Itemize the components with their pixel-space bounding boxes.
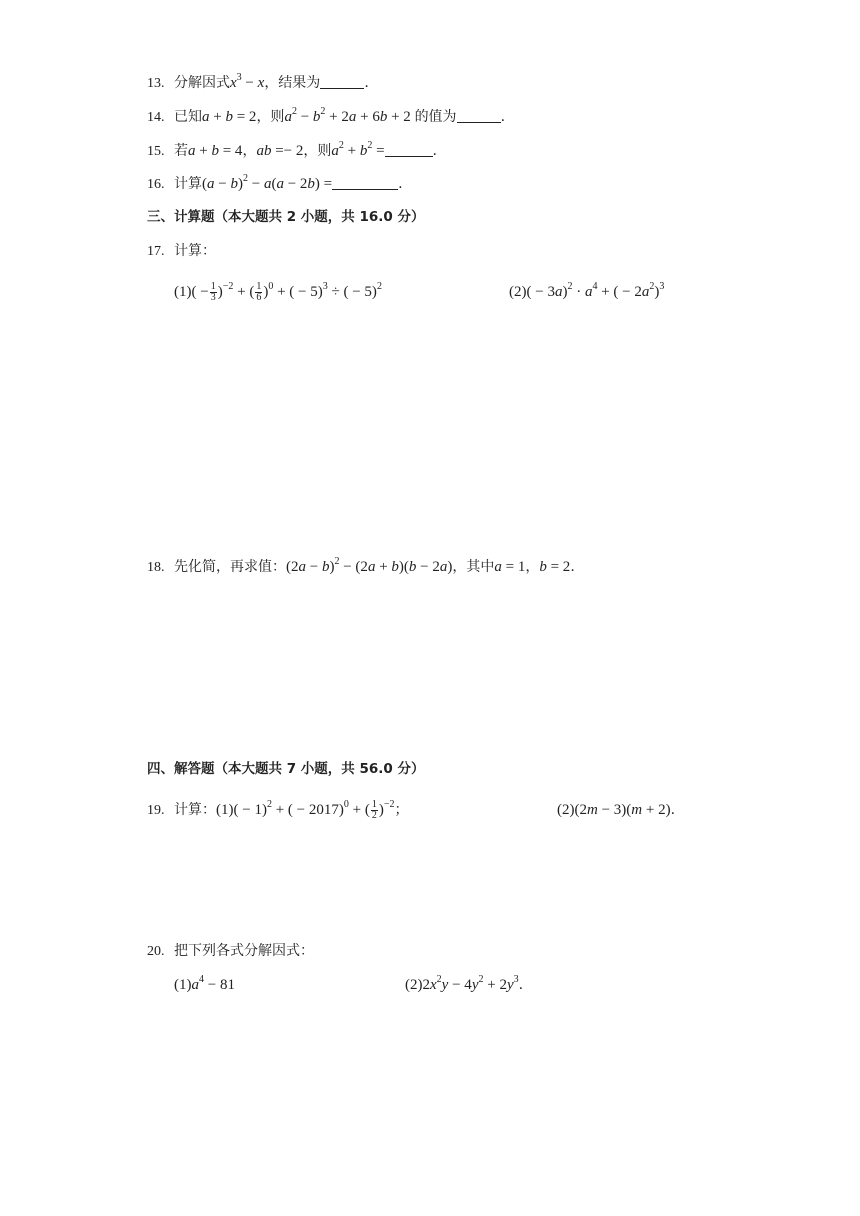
math-expression: a = 1 — [494, 559, 526, 575]
math-expression: $a^4 - 81$ — [191, 974, 235, 993]
question-number: 17. — [147, 244, 165, 259]
period: . — [500, 109, 506, 125]
question-text: 若 — [174, 143, 188, 159]
question-number: 18. — [147, 560, 165, 575]
question-number: 15. — [147, 144, 165, 159]
math-expression: b = 2 — [539, 559, 571, 575]
math-expression: a + b = 2 — [202, 109, 257, 125]
question-17 — [147, 241, 216, 262]
answer-blank[interactable] — [457, 108, 501, 123]
question-text: ，其中 — [452, 559, 495, 575]
question-text: 已知 — [174, 109, 202, 125]
answer-blank[interactable] — [385, 142, 433, 157]
math-expression: $a^2 - b^2 + 2a + 6b + 2$ — [284, 106, 415, 125]
question-text: 计算： — [174, 243, 216, 259]
period: . — [570, 559, 575, 575]
question-20-part-1: $(1)a^4 - 81$ — [174, 974, 235, 993]
math-expression: $2x^2y - 4y^2 + 2y^3$ — [422, 974, 519, 993]
question-number: 14. — [147, 110, 165, 125]
question-20-part-2: $(2)2x^2y - 4y^2 + 2y^3$. — [405, 974, 524, 993]
question-19-part-2: (2)(2m − 3)(m + 2). — [557, 802, 676, 818]
question-number: 16. — [147, 177, 165, 192]
period: . — [432, 143, 437, 159]
period: . — [398, 176, 403, 192]
section-4-heading: 四、解答题（本大题共 7 小题，共 56.0 分） — [147, 761, 425, 777]
math-expression: $(a - b)^2 - a(a - 2b)$ = — [202, 173, 333, 192]
question-text: ，则 — [256, 109, 285, 125]
question-17-part-2: $(2)( - 3a)^2 \cdot a^4$ + ( − $2a^2)^3$ — [509, 281, 665, 300]
question-13 — [147, 73, 369, 94]
math-expression: (2m − 3)(m + 2) — [574, 802, 671, 818]
math-expression: ab =− 2 — [256, 143, 304, 159]
question-text: ，则 — [303, 143, 332, 159]
question-17-part-1: (1)( − $\frac{1}{3}$ )$^{-2}$ + ( $\frac{1}{6}$ )$^0$ + ( − 5)$^3$ ÷ ( − 5)$^2$ — [174, 281, 382, 304]
question-text: 的值为 — [414, 109, 457, 125]
question-text: 分解因式 — [174, 75, 230, 91]
question-16 — [147, 174, 403, 195]
answer-blank[interactable] — [332, 175, 398, 190]
answer-blank[interactable] — [320, 74, 364, 89]
question-text: 把下列各式分解因式： — [174, 943, 314, 959]
math-expression: $(2a - b)^2 - (2a + b)(b - 2a)$ — [286, 556, 453, 575]
question-number: 20. — [147, 944, 165, 959]
question-14 — [147, 107, 505, 128]
question-19: 19. 计算：$(1)( - 1)^2$ + ( − 2017)$^0$ + ( $\frac{1}{2}$ )$^{-2}$； — [147, 799, 409, 822]
math-expression: ( − $\frac{1}{3}$ )$^{-2}$ + ( $\frac{1}{6}$ )$^0$ + ( − 5)$^3$ ÷ ( − 5)$^2$ — [191, 281, 382, 304]
period: . — [670, 802, 676, 818]
math-expression: a + b = 4 — [188, 143, 243, 159]
question-text: ，结果为 — [264, 75, 321, 91]
question-18: 18. 先化简，再求值：$(2a - b)^2 - (2a + b)(b - 2a)$，其中a = 1，b = 2. — [147, 557, 575, 578]
math-expression: $x^3 - x$ — [230, 72, 265, 91]
question-number: 13. — [147, 76, 165, 91]
question-20 — [147, 941, 314, 962]
question-number: 19. — [147, 803, 165, 818]
section-3-heading: 三、计算题（本大题共 2 小题，共 16.0 分） — [147, 209, 425, 225]
math-expression: ( − $3a)^2 \cdot a^4$ + ( − $2a^2)^3$ — [526, 281, 665, 300]
question-text: 计算： — [174, 802, 216, 818]
question-15 — [147, 141, 437, 162]
question-text: 先化简，再求值： — [174, 559, 286, 575]
question-text: ， — [242, 143, 257, 159]
math-expression: ( − 1)$^2$ + ( − 2017)$^0$ + ( $\frac{1}{2}$ )$^{-2}$ — [233, 799, 395, 822]
question-text: 计算 — [174, 176, 202, 192]
period: . — [364, 75, 369, 91]
math-expression: $a^2 + b^2$ = — [331, 140, 385, 159]
period: . — [518, 977, 524, 993]
